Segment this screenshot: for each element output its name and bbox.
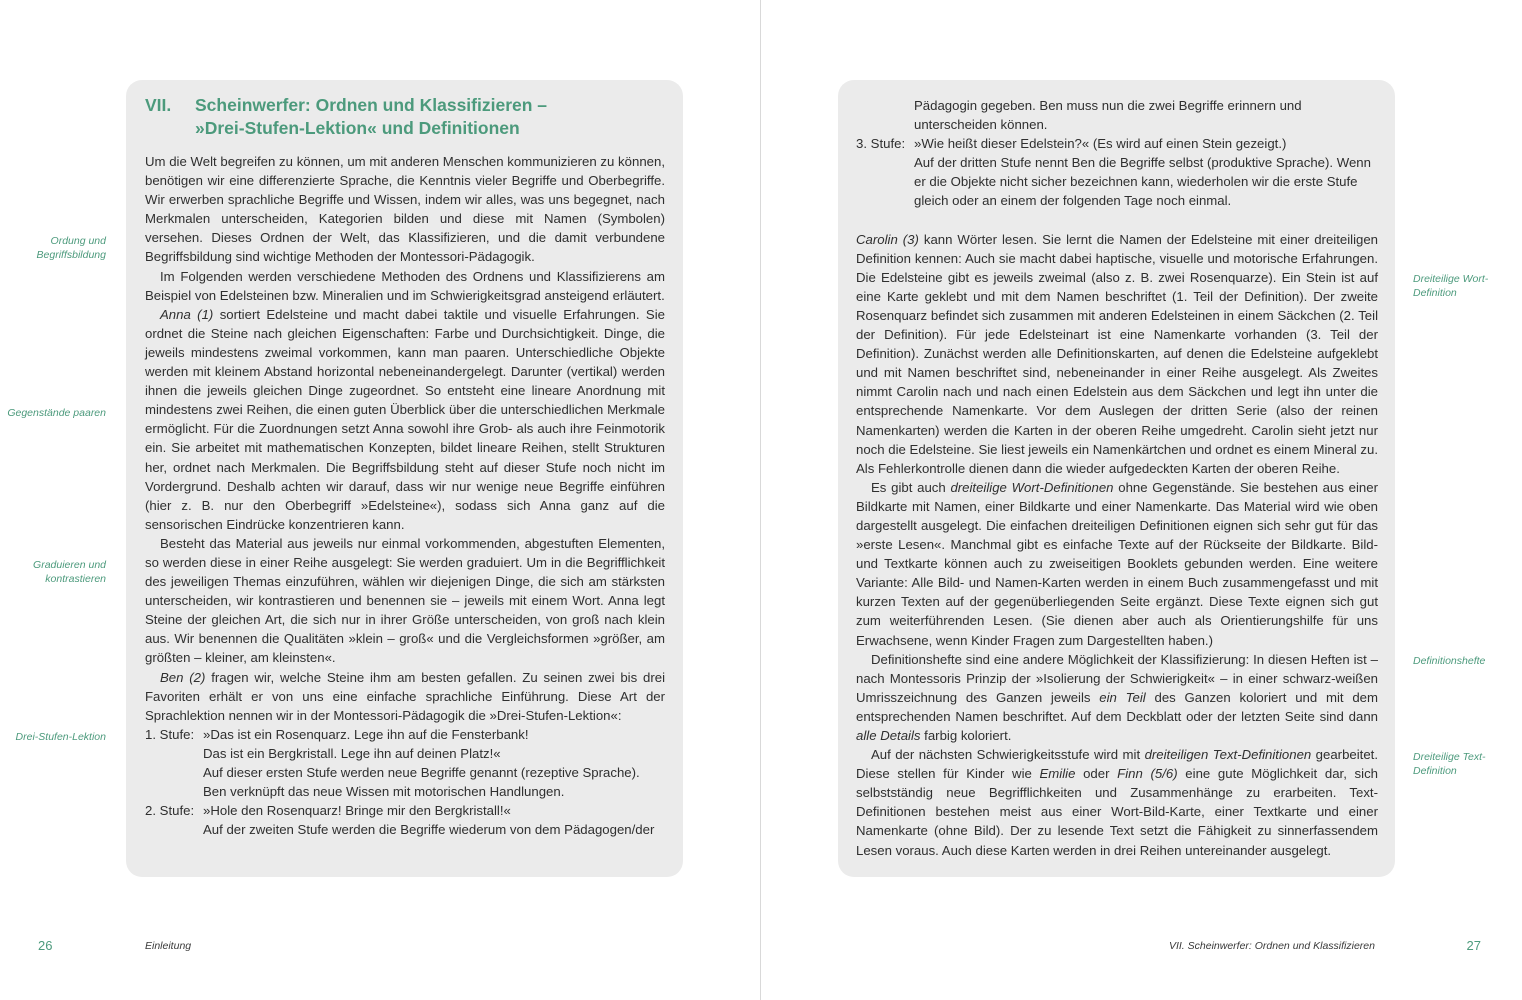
stufe-text: Auf dieser ersten Stufe werden neue Begriffe genannt (rezeptive Sprache). Ben verknüpft das neue Wissen mit motorischen Handlungen.	[203, 765, 640, 800]
stufe-text: Pädagogin gegeben. Ben muss nun die zwei Begriffe erinnern und unterscheiden können.	[914, 98, 1302, 133]
stufe-3	[856, 134, 1378, 153]
stufe-text: »Das ist ein Rosenquarz. Lege ihn auf die Fensterbank!	[203, 726, 529, 742]
right-page	[761, 0, 1521, 1000]
stufe-label: 3. Stufe:	[856, 136, 906, 152]
running-head-left: Einleitung	[145, 940, 192, 952]
content-box-left	[126, 80, 683, 877]
left-page	[0, 0, 760, 1000]
chapter-number: VII.	[145, 95, 172, 115]
stufe-label: 1. Stufe:	[145, 726, 195, 742]
margin-note-drei-stufen: Drei-Stufen-Lektion	[15, 731, 106, 743]
content-box-right	[838, 80, 1395, 877]
chapter-heading	[145, 94, 665, 140]
paragraph: Anna (1) sortiert Edelsteine und macht dabei taktile und visuelle Erfahrungen. Sie ordnet die Steine nach gleichen Eigenschaften: Farbe und Durchsichtigkeit. Dinge, die jeweils mindestens zweimal vorkommen, kann man paaren. Unterschiedliche Objekte werden mit kleinem Abstand horizontal nebeneinandergelegt. Darunter (vertikal) werden ihnen die jeweils gleichen Dinge zugeordnet. So entsteht eine lineare Anordnung mit mindestens zwei Reihen, die einen guten Überblick über die unterschiedlichen Merkmale ermöglicht. Für die Zuordnungen setzt Anna sowohl ihre Grob- als auch ihre Feinmotorik ein. Sie arbeitet mit mathematischen Konzepten, bildet lineare Reihen, stellt Strukturen her, ordnet nach Merkmalen. Die Begriffsbildung steht auf dieser Stufe noch nicht im Vordergrund. Deshalb achten wir darauf, dass wir nur wenige neue Begriffe einführen (hier z. B. nur den Oberbegriff »Edelsteine«), sodass sich Anna ganz auf die sensorischen Eindrücke konzentrieren kann.	[145, 306, 665, 532]
paragraph: Um die Welt begreifen zu können, um mit anderen Menschen kommunizieren zu können, benötigen wir eine differenzierte Sprache, die Kenntnis vieler Begriffe und Oberbegriffe. Wir erwerben sprachliche Begriffe und Wissen, indem wir alles, was uns begegnet, nach Merkmalen unterscheiden, Kategorien bilden und diese mit Namen (Symbolen) versehen. Dieses Ordnen der Welt, das Klassifizieren, und die damit verbundene Begriffsbildung sind wichtige Methoden der Montessori-Pädagogik.	[145, 154, 665, 265]
body-text-right	[856, 96, 1378, 860]
stufe-text: »Wie heißt dieser Edelstein?« (Es wird auf einen Stein gezeigt.)	[914, 136, 1287, 152]
page-number-left: 26	[38, 938, 53, 953]
paragraph: Definitionshefte sind eine andere Möglichkeit der Klassifizierung: In diesen Heften ist – nach Montessoris Prinzip der »Isolierung der Schwierigkeit« – in einer schwarz-weißen Umrisszeichnung des Ganzen jeweils ein Teil des Ganzen koloriert und mit dem entsprechenden Namen beschriftet. Auf dem Deckblatt oder der letzten Seite sind dann alle Details farbig koloriert.	[856, 651, 1378, 743]
margin-note-paaren: Gegenstände paaren	[7, 407, 106, 419]
chapter-title: Scheinwerfer: Ordnen und Klassifizieren – »Drei-Stufen-Lektion« und Definitionen	[195, 95, 548, 138]
page-number-right: 27	[1466, 938, 1481, 953]
running-head-right: VII. Scheinwerfer: Ordnen und Klassifizieren	[1168, 940, 1375, 952]
margin-note-definitionshefte: Definitionshefte	[1413, 655, 1486, 667]
margin-note-graduieren: Graduieren und kontrastieren	[33, 559, 106, 585]
stufe-text: Auf der dritten Stufe nennt Ben die Begriffe selbst (produktive Sprache). Wenn er die Objekte nicht sicher bezeichnen kann, wiederholen wir die erste Stufe gleich oder an einem der folgenden Tage noch einmal.	[914, 155, 1371, 209]
paragraph: Ben (2) fragen wir, welche Steine ihm am besten gefallen. Zu seinen zwei bis drei Favoriten erhält er von uns eine einfache sprachliche Einführung. Diese Art der Sprachlektion nennen wir in der Montessori-Pädagogik die »Drei-Stufen-Lektion«:	[145, 669, 665, 723]
margin-note-ordnung: Ordung und Begriffsbildung	[36, 235, 106, 261]
stufe-2	[145, 801, 665, 820]
stufe-label: 2. Stufe:	[145, 803, 195, 819]
paragraph: Auf der nächsten Schwierigkeitsstufe wird mit dreiteiligen Text-Definitionen gearbeitet. Diese stellen für Kinder wie Emilie oder Finn (5/6) eine gute Möglichkeit dar, sich selbstständig neue Begrifflichkeiten und Zusammenhänge zu erarbeiten. Text-Definitionen bestehen meist aus einer Wort-Bild-Karte, einer Textkarte und einer Namenkarte (ohne Bild). Der zu lesende Text setzt die Fähigkeit zu sinnerfassendem Lesen voraus. Auch diese Karten werden in drei Reihen untereinander ausgelegt.	[856, 747, 1379, 858]
stufe-1	[145, 725, 665, 744]
body-text-left	[145, 152, 665, 839]
child-name: Carolin (3)	[856, 231, 919, 247]
margin-note-text-definition: Dreiteilige Text-Definition	[1413, 751, 1486, 777]
paragraph: Es gibt auch dreiteilige Wort-Definitionen ohne Gegenstände. Sie bestehen aus einer Bildkarte mit Namen, einer Bildkarte und einer Namenkarte. Das Material wird wie oben dargestellt ausgelegt. Die einfachen dreiteiligen Definitionen eignen sich sehr gut für das »erste Lesen«. Manchmal gibt es einfache Texte auf der Rückseite der Bildkarte. Bild- und Textkarte können auch zu zweiseitigen Booklets gebunden werden. Eine weitere Variante: Alle Bild- und Namen-Karten werden in einem Buch zusammengefasst und mit kurzen Texten auf der gegenüberliegenden Seite ergänzt. Diese Texte eignen sich gut zum weiterführenden Lesen. (Sie dienen aber auch als Orientierungshilfe für uns Erwachsene, wenn Kinder Fragen zum Dargestellten haben.)	[856, 479, 1378, 648]
paragraph: Im Folgenden werden verschiedene Methoden des Ordnens und Klassifizierens am Beispiel von Edelsteinen bzw. Mineralien und im Schwierigkeitsgrad ansteigend erläutert.	[145, 268, 665, 303]
child-name: Anna (1)	[160, 306, 214, 322]
paragraph: Besteht das Material aus jeweils nur einmal vorkommenden, abgestuften Elementen, so werden diese in einer Reihe ausgelegt: Sie werden graduiert. Um in die Begrifflichkeit des jeweiligen Themas einzuführen, wählen wir diejenigen Dinge, die sich am stärksten unterscheiden, wir kontrastieren und benennen sie – jeweils mit einem Wort. Anna legt Steine der gleichen Art, die sich nur in ihrer Größe unterscheiden, von groß nach klein aus. Wir benennen die Qualitäten »klein – groß« und die Vergleichsformen »größer, am größten – kleiner, am kleinsten«.	[145, 535, 665, 666]
stufe-text: »Hole den Rosenquarz! Bringe mir den Bergkristall!«	[203, 803, 511, 819]
stufe-text: Das ist ein Bergkristall. Lege ihn auf deinen Platz!«	[203, 745, 501, 761]
paragraph: Carolin (3) kann Wörter lesen. Sie lernt die Namen der Edelsteine mit einer dreiteiligen Definition kennen: Auch sie macht dabei haptische, visuelle und motorische Erfahrungen. Die Edelsteine gibt es jeweils zweimal (also z. B. zwei Rosenquarze). Ein Stein ist auf eine Karte geklebt und mit dem Namen beschriftet (1. Teil der Definition). Der zweite Rosenquarz befindet sich zusammen mit anderen Edelsteinen in einem Säckchen (2. Teil der Definition). Für jede Edelsteinart ist eine Namenkarte vorhanden (3. Teil der Definition). Zunächst werden alle Definitionskarten, auf denen die Edelsteine aufgeklebt und mit Namen beschriftet sind, nebeneinander in einer Reihe ausgelegt. Als Zweites nimmt Carolin nach und nach einen Edelstein aus dem Säckchen und legt ihn unter die entsprechende Namenkarte. Vor dem Auslegen der dritten Serie (also der reinen Namenkarten) werden die Karten in der oberen Reihe umgedreht. Carolin sieht jetzt nur noch die Edelsteine. Sie liest jeweils ein Namenkärtchen und ordnet es einem Mineral zu. Als Fehlerkontrolle dienen dann die wieder aufgedeckten Karten der oberen Reihe.	[856, 231, 1379, 476]
stufe-text: Auf der zweiten Stufe werden die Begriffe wiederum von dem Pädagogen/der	[203, 822, 655, 838]
margin-note-wort-definition: Dreiteilige Wort-Definition	[1413, 273, 1489, 299]
child-name: Ben (2)	[160, 669, 206, 685]
